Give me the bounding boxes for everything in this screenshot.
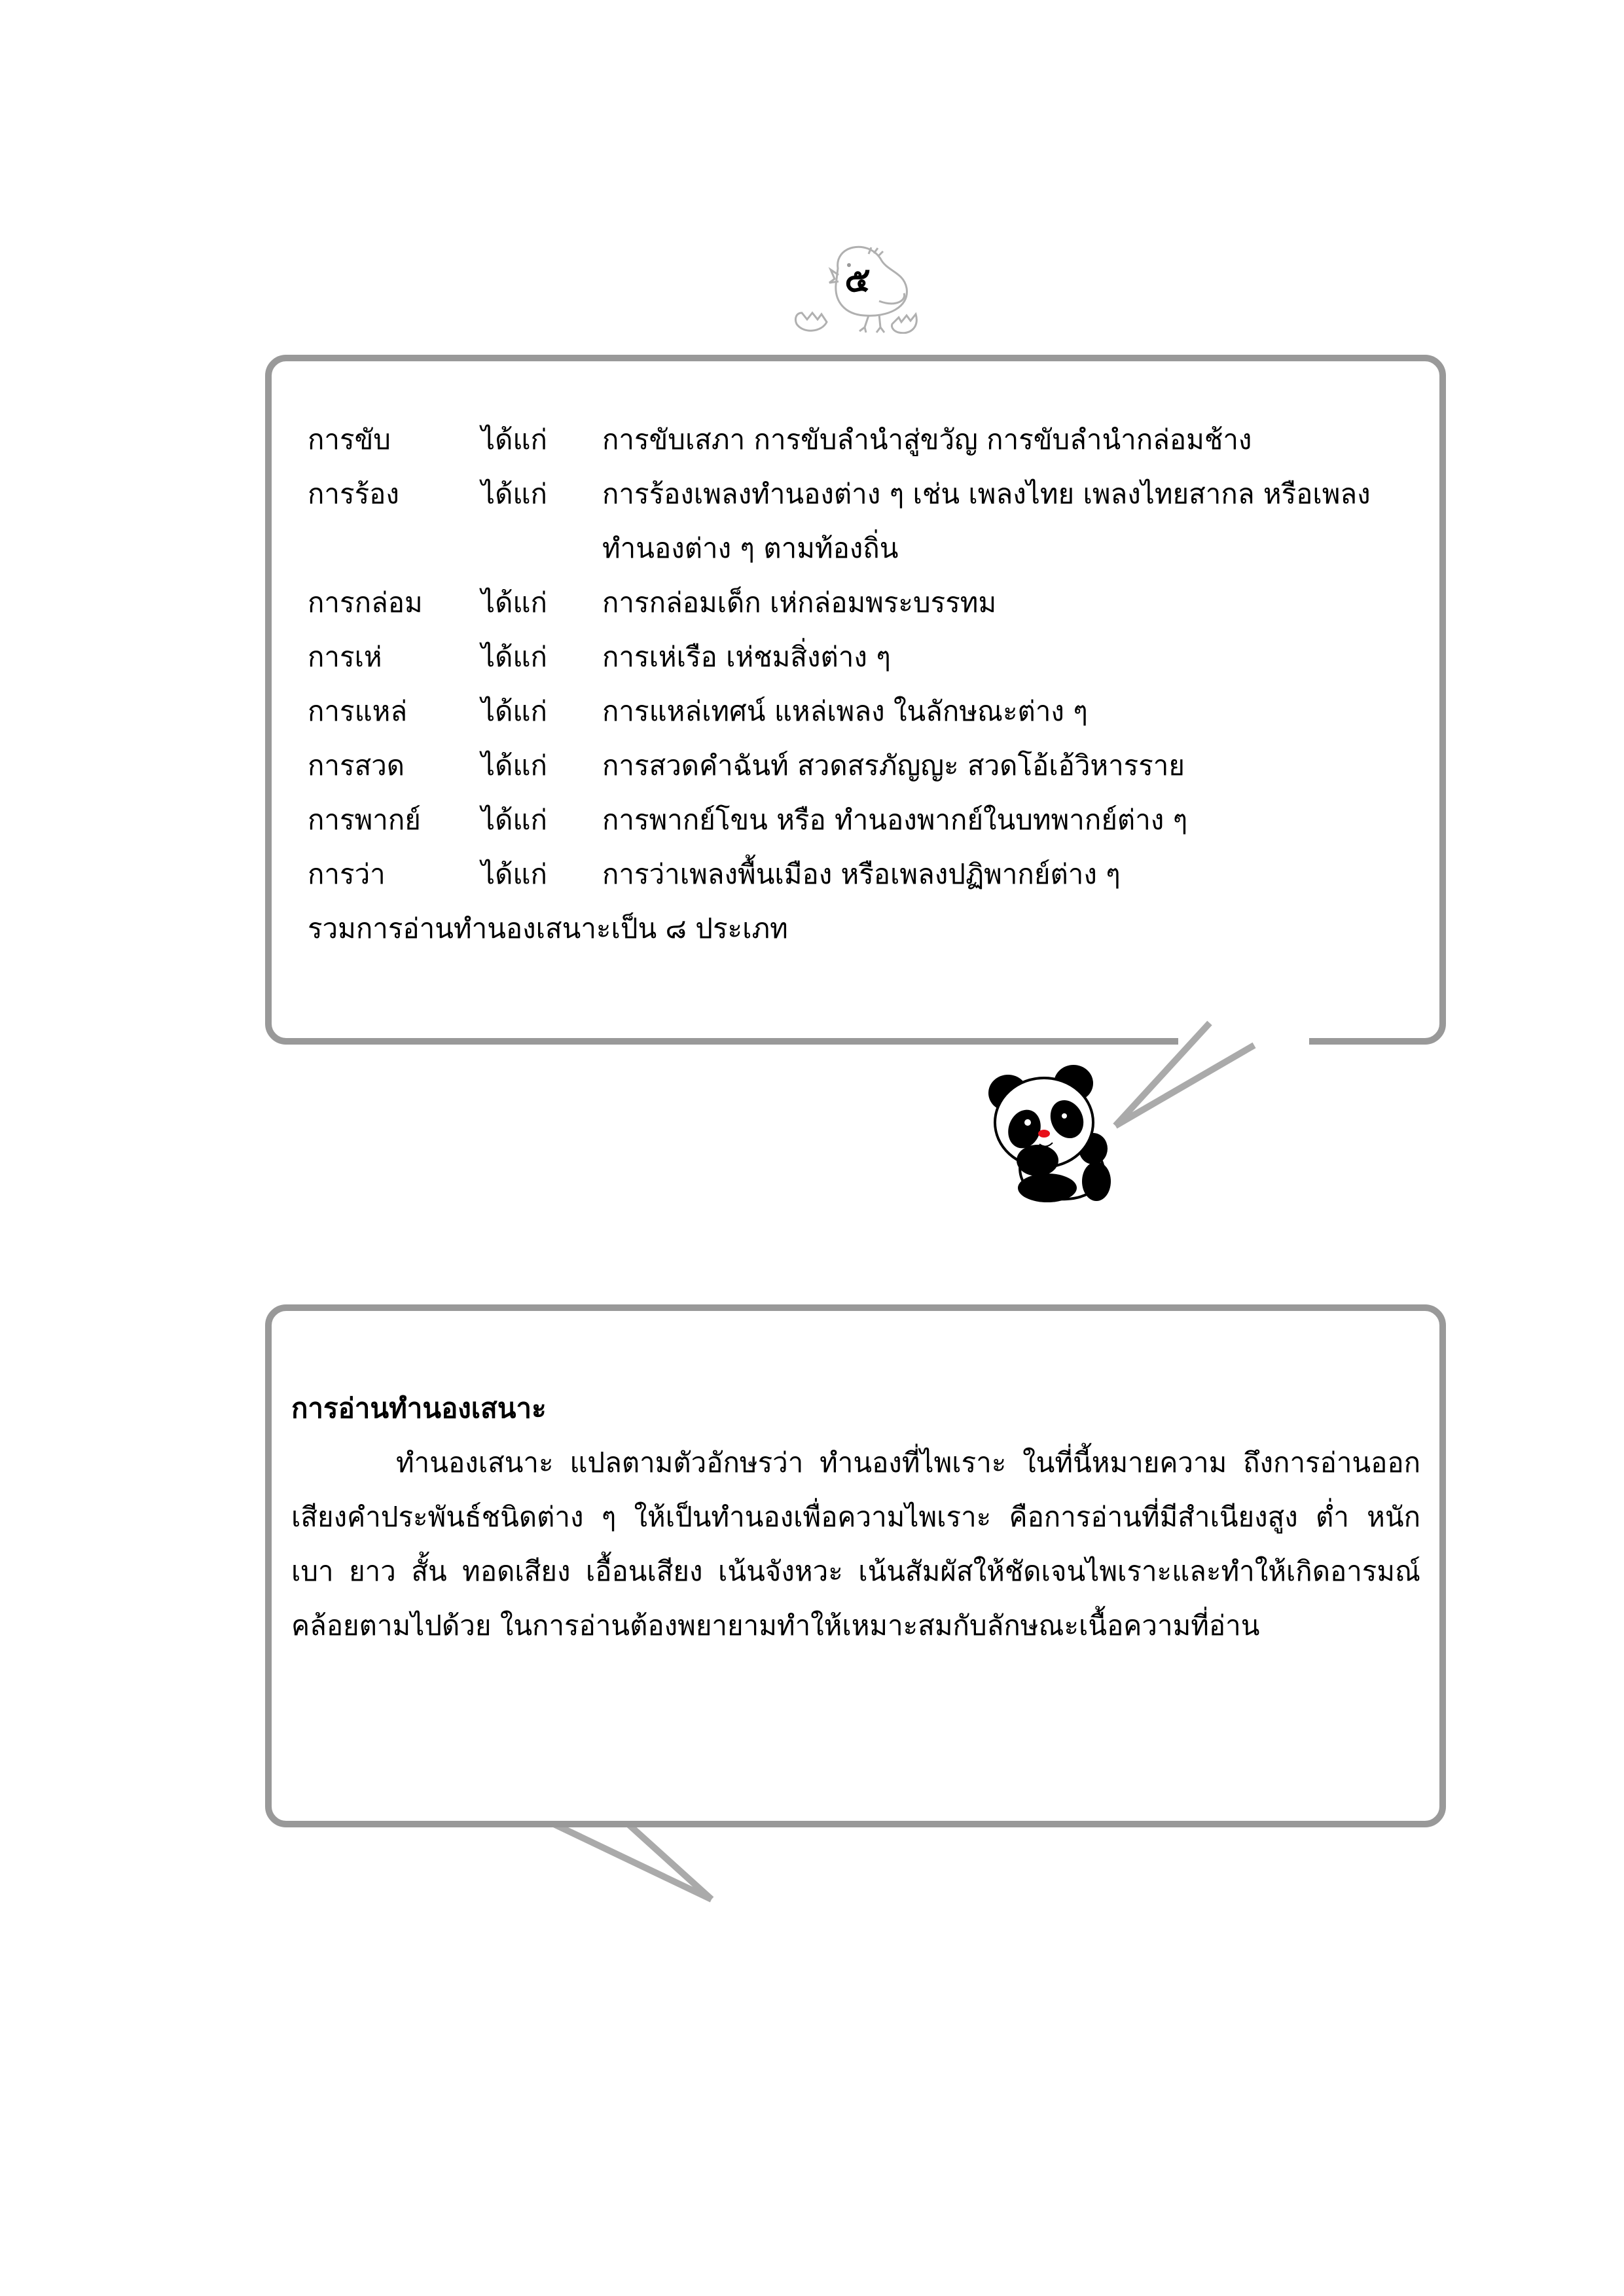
description: การกล่อมเด็ก เห่กล่อมพระบรรทม — [602, 586, 997, 619]
connector: ได้แก่ — [481, 641, 547, 673]
list-item — [308, 738, 1420, 793]
connector: ได้แก่ — [481, 749, 547, 781]
connector: ได้แก่ — [481, 858, 547, 890]
summary-line: รวมการอ่านทำนองเสนาะเป็น ๘ ประเภท — [308, 912, 788, 944]
description: การว่าเพลงพื้นเมือง หรือเพลงปฏิพากย์ต่าง ๆ — [602, 858, 1121, 890]
description: การพากย์โขน หรือ ทำนองพากย์ในบทพากย์ต่าง ๆ — [602, 804, 1188, 836]
list-item — [308, 684, 1420, 738]
connector: ได้แก่ — [481, 423, 547, 456]
description: การร้องเพลงทำนองต่าง ๆ เช่น เพลงไทย เพลงไทยสากล หรือเพลง — [602, 478, 1371, 510]
connector: ได้แก่ — [481, 695, 547, 727]
definition-section — [291, 1381, 1420, 1653]
term: การขับ — [308, 423, 391, 456]
description: การสวดคำฉันท์ สวดสรภัญญะ สวดโอ้เอ้วิหารราย — [602, 749, 1185, 781]
term: การกล่อม — [308, 586, 423, 619]
panda-icon — [975, 1054, 1126, 1211]
connector: ได้แก่ — [481, 586, 547, 619]
section-title: การอ่านทำนองเสนาะ — [291, 1392, 547, 1424]
description: การแหล่เทศน์ แหล่เพลง ในลักษณะต่าง ๆ — [602, 695, 1088, 727]
description: การเห่เรือ เห่ชมสิ่งต่าง ๆ — [602, 641, 891, 673]
description: การขับเสภา การขับลำนำสู่ขวัญ การขับลำนำกล่อมช้าง — [602, 423, 1252, 456]
list-item — [308, 467, 1420, 575]
list-item — [308, 630, 1420, 684]
list-item — [308, 793, 1420, 847]
term: การว่า — [308, 858, 386, 890]
list-item — [308, 412, 1420, 467]
paragraph-text: ทำนองเสนาะ แปลตามตัวอักษรว่า ทำนองที่ไพเราะ ในที่นี้หมายความ ถึงการอ่านออกเสียงคำประพันธ์ชนิดต่าง ๆ ให้เป็นทำนองเพื่อความไพเราะ คือการอ่านที่มีสำเนียงสูง ต่ำ หนัก เบา ยาว สั้น ทอดเสียง เอื้อนเสียง เน้นจังหวะ เน้นสัมผัสให้ชัดเจนไพเราะและทำให้เกิดอารมณ์คล้อยตามไปด้วย ในการอ่านต้องพยายามทำให้เหมาะสมกับลักษณะเนื้อความที่อ่าน — [291, 1446, 1420, 1641]
term: การพากย์ — [308, 804, 421, 836]
connector: ได้แก่ — [481, 804, 547, 836]
list-item — [308, 847, 1420, 901]
term: การสวด — [308, 749, 405, 781]
term: การแหล่ — [308, 695, 408, 727]
term: การร้อง — [308, 478, 399, 510]
description-continuation: ทำนองต่าง ๆ ตามท้องถิ่น — [602, 532, 899, 564]
connector: ได้แก่ — [481, 478, 547, 510]
page-number: ๕ — [844, 260, 871, 300]
list-item — [308, 575, 1420, 630]
section-body — [291, 1435, 1420, 1653]
page-number-badge — [789, 236, 926, 334]
panda-mascot — [975, 1054, 1126, 1211]
term: การเห่ — [308, 641, 382, 673]
reading-types-list — [308, 412, 1420, 956]
description-block — [602, 467, 1420, 575]
